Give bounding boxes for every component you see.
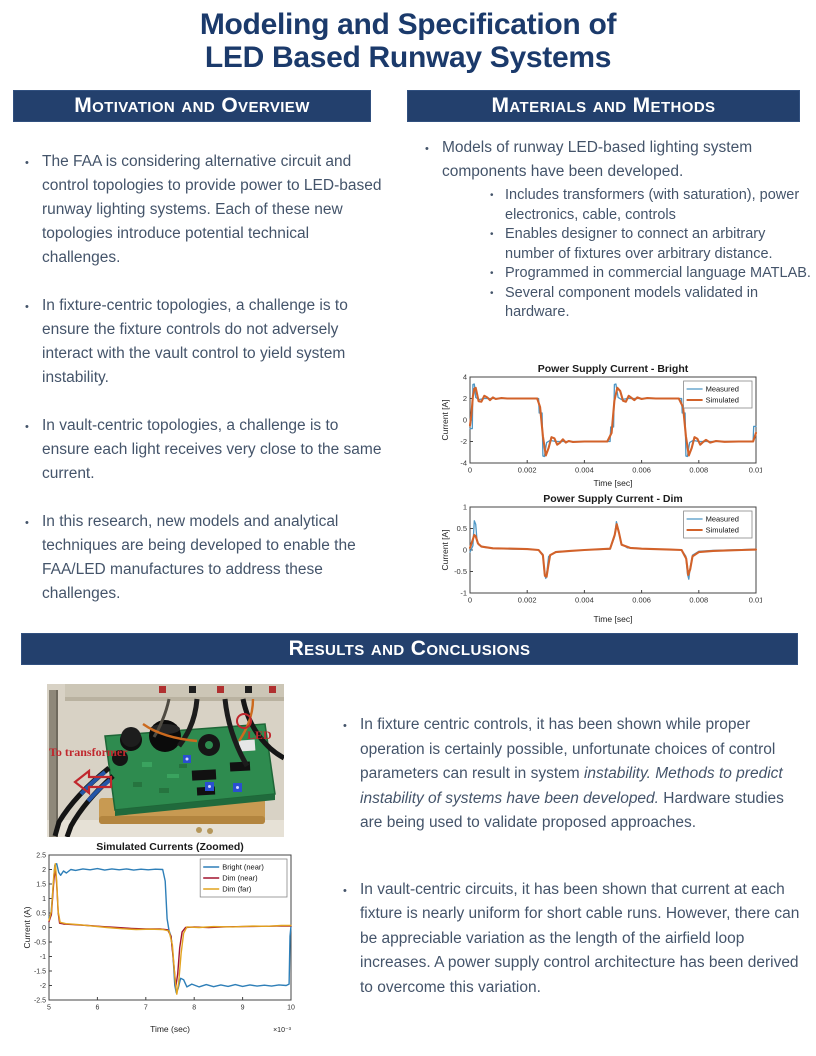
svg-text:0.01: 0.01 — [748, 465, 762, 475]
svg-text:Time (sec): Time (sec) — [150, 1024, 190, 1034]
svg-text:0.004: 0.004 — [575, 595, 594, 605]
svg-text:7: 7 — [143, 1004, 148, 1012]
svg-text:Current (A): Current (A) — [22, 906, 32, 949]
section-header-materials — [407, 90, 800, 122]
svg-text:6: 6 — [95, 1004, 100, 1012]
list-item — [488, 186, 812, 225]
bullet-text: Programmed in commercial language MATLAB. — [505, 265, 811, 281]
bullet-text: Several component models validated in hardware. — [505, 284, 759, 320]
svg-text:0.002: 0.002 — [517, 595, 537, 605]
svg-text:Simulated: Simulated — [705, 395, 739, 405]
svg-text:0: 0 — [462, 415, 467, 425]
svg-text:0.002: 0.002 — [517, 465, 537, 475]
svg-text:Dim (far): Dim (far) — [222, 884, 252, 894]
svg-text:0.5: 0.5 — [456, 524, 467, 533]
bullet-text: In vault-centric circuits, it has been shown that current at each fixture is nearly uniform for short cable runs. However, there can be appreciable variation as the length of the airfield loop increases. A power supply control architecture has been derived to overcome this variation. — [360, 880, 800, 996]
svg-text:0: 0 — [42, 925, 46, 932]
hardware-photo-graphic — [47, 684, 284, 837]
list-item — [488, 264, 812, 284]
svg-text:-2: -2 — [460, 437, 467, 446]
motivation-bullet-list — [20, 150, 388, 630]
bullet-text: Enables designer to connect an arbitrary number of fixtures over arbitrary distance. — [505, 226, 773, 262]
chart-power-supply-dim — [440, 492, 762, 626]
svg-text:Simulated Currents (Zoomed): Simulated Currents (Zoomed) — [96, 842, 244, 853]
svg-text:1.5: 1.5 — [36, 881, 46, 889]
svg-text:0.006: 0.006 — [632, 595, 651, 605]
chart-power-supply-bright — [440, 362, 762, 490]
hardware-photo — [47, 684, 284, 837]
svg-text:0.01: 0.01 — [748, 595, 762, 605]
section-header-motivation-label: Motivation and Overview — [74, 94, 310, 117]
list-item — [488, 284, 812, 323]
list-item — [488, 225, 812, 264]
list-item — [338, 713, 810, 836]
svg-text:-4: -4 — [460, 458, 467, 468]
svg-text:Current [A]: Current [A] — [440, 399, 450, 441]
svg-text:0.006: 0.006 — [632, 465, 651, 475]
materials-lead-list — [420, 136, 812, 184]
results-bullet-list — [338, 713, 810, 1042]
svg-text:2: 2 — [42, 867, 46, 874]
svg-text:Power Supply Current - Bright: Power Supply Current - Bright — [537, 363, 689, 375]
section-header-motivation — [13, 90, 371, 122]
svg-text:9: 9 — [240, 1004, 245, 1012]
svg-text:Simulated: Simulated — [705, 525, 739, 535]
svg-text:-2: -2 — [39, 983, 46, 990]
svg-text:Bright (near): Bright (near) — [222, 862, 264, 872]
svg-text:-1: -1 — [39, 954, 46, 961]
svg-text:0: 0 — [467, 595, 473, 605]
svg-text:Time [sec]: Time [sec] — [593, 478, 633, 488]
svg-text:1: 1 — [462, 502, 467, 512]
svg-text:Current [A]: Current [A] — [440, 529, 450, 571]
list-item — [20, 510, 388, 606]
svg-text:4: 4 — [462, 372, 467, 382]
svg-text:8: 8 — [192, 1004, 197, 1012]
photo-label-transformer: To transformer — [49, 745, 128, 759]
svg-text:10: 10 — [287, 1004, 295, 1012]
svg-text:Power Supply Current - Dim: Power Supply Current - Dim — [543, 493, 683, 505]
poster-title-line1: Modeling and Specification of — [199, 8, 617, 41]
svg-text:0.004: 0.004 — [575, 465, 594, 475]
bullet-text: In fixture-centric topologies, a challenge is to ensure the fixture controls do not adversely interact with the vault control to yield system instability. — [42, 297, 348, 386]
bullet-text: In fixture centric controls, it has been shown while proper operation is certainly possible, unfortunate choices of control parameters can result in system — [360, 716, 776, 782]
photo-label-led: LED — [247, 728, 272, 742]
materials-sub-list — [420, 186, 812, 323]
bullet-text-italic: instability. Methods to predict instability of systems have been developed. — [360, 765, 783, 807]
svg-text:0: 0 — [467, 465, 473, 475]
materials-content — [420, 136, 812, 323]
svg-text:-1.5: -1.5 — [33, 968, 46, 976]
svg-text:Time [sec]: Time [sec] — [593, 614, 633, 624]
svg-text:-2.5: -2.5 — [33, 997, 46, 1005]
bullet-text: In this research, new models and analytical techniques are being developed to enable the FAA/LED manufactures to address these challenges. — [42, 513, 356, 602]
list-item — [420, 136, 812, 184]
section-header-results-label: Results and Conclusions — [288, 637, 531, 660]
bullet-text: Models of runway LED-based lighting system components have been developed. — [442, 139, 753, 180]
list-item — [20, 150, 388, 270]
list-item — [20, 414, 388, 486]
section-header-results — [21, 633, 798, 665]
svg-text:5: 5 — [47, 1004, 51, 1012]
bullet-text: The FAA is considering alternative circuit and control topologies to provide power to LED-based runway lighting systems. Each of these new topologies introduce potential technical challenges. — [42, 153, 382, 266]
svg-text:Dim (near): Dim (near) — [222, 873, 258, 883]
section-header-materials-label: Materials and Methods — [491, 94, 716, 117]
svg-text:-1: -1 — [460, 588, 467, 598]
bullet-text: Hardware studies are being used to validate proposed approaches. — [360, 789, 784, 831]
svg-text:0.008: 0.008 — [689, 465, 709, 475]
bullet-text: Includes transformers (with saturation), power electronics, cable, controls — [505, 187, 800, 223]
svg-text:0.5: 0.5 — [36, 910, 46, 918]
svg-text:0: 0 — [462, 545, 467, 555]
power-supply-instrument — [65, 684, 284, 701]
svg-text:-0.5: -0.5 — [454, 567, 467, 576]
svg-text:2: 2 — [462, 394, 467, 403]
svg-text:×10⁻³: ×10⁻³ — [273, 1027, 291, 1034]
svg-text:2.5: 2.5 — [36, 852, 46, 860]
svg-text:0.008: 0.008 — [689, 595, 709, 605]
svg-text:-0.5: -0.5 — [33, 939, 46, 947]
chart-simulated-currents-zoomed — [22, 842, 299, 1036]
svg-text:Measured: Measured — [705, 514, 739, 524]
poster-title-line2: LED Based Runway Systems — [204, 41, 612, 74]
list-item — [338, 878, 810, 1001]
poster-title — [0, 8, 816, 74]
svg-text:Measured: Measured — [705, 384, 739, 394]
list-item — [20, 294, 388, 390]
svg-text:1: 1 — [42, 896, 46, 903]
bullet-text: In vault-centric topologies, a challenge is to ensure each light receives very close to the same current. — [42, 417, 382, 482]
